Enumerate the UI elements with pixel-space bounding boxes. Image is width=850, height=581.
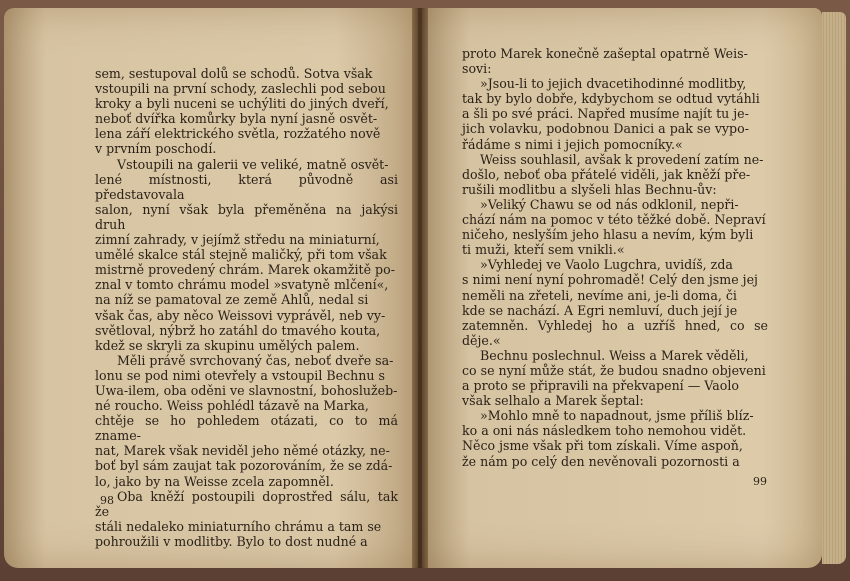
right-page-text <box>462 46 768 469</box>
paragraph: »Vyhledej ve Vaolo Lugchra, uvidíš, zda s nimi není nyní pohromadě! Celý den jsme jej neměli na zřeteli, nevíme ani, je-li doma, či kde se nachází. A Egri nemluví, duch její je zatemněn. Vyhledej ho a uzříš hned, co se děje.« <box>462 257 768 348</box>
left-page-text <box>95 66 398 549</box>
book-gutter <box>412 8 428 568</box>
paragraph: »Veliký Chawu se od nás odklonil, nepři- chází nám na pomoc v této těžké době. Nepraví ničeho, neslyším jeho hlasu a nevím, kým byli ti muži, kteří sem vnikli.« <box>462 196 766 258</box>
paragraph: Měli právě svrchovaný čas, neboť dveře sa- lonu se pod nimi otevřely a vstoupil Bechnu s Uwa-ilem, oba oděni ve slavnostní, bohoslužeb- né roucho. Weiss pohlédl tázavě na Marka, chtěje se ho pohledem otázati, co to má zname- nat, Marek však neviděl jeho němé otázky, ne- boť byl sám zaujat tak pozorováním, že se zdá- lo, jako by na Weisse zcela zapomněl. <box>95 352 398 489</box>
paragraph: Weiss souhlasil, avšak k provedení zatím ne- došlo, neboť oba přátelé viděli, jak kněží pře- rušili modlitbu a slyšeli hlas Bechnu-ův: <box>462 151 764 197</box>
paragraph: »Jsou-li to jejich dvacetihodinné modlitby, tak by bylo dobře, kdybychom se odtud vytáhli a šli po své práci. Napřed musíme najít tu je- jich volavku, podobnou Danici a pak se vypo- řádáme s nimi i jejich pomocníky.« <box>462 76 760 152</box>
page-edges <box>822 12 846 564</box>
paragraph: »Mohlo mně to napadnout, jsme příliš blíz- ko a oni nás následkem toho nemohou vidět. Něco jsme však při tom získali. Víme aspoň, že nám po celý den nevěnovali pozornosti a <box>462 408 754 469</box>
paragraph: Bechnu poslechnul. Weiss a Marek věděli, co se nyní může stát, že budou snadno objeveni a proto se připravili na překvapení — Vaolo však selhalo a Marek šeptal: <box>462 347 766 409</box>
paragraph: Oba kněží postoupili doprostřed sálu, tak že stáli nedaleko miniaturního chrámu a tam se pohroužili v modlitby. Bylo to dost nudné a <box>95 488 398 549</box>
paragraph: proto Marek konečně zašeptal opatrně Weis- sovi: <box>462 46 748 77</box>
paragraph: Vstoupili na galerii ve veliké, matně osvět- lené místnosti, která původně asi představovala salon, nyní však byla přeměněna na jakýsi druh zimní zahrady, v jejímž středu na miniaturní, umělé skalce stál stejně maličký, při tom však mistrně provedený chrám. Marek okamžitě po- znal v tomto chrámu model »svatyně mlčení«, na níž se pamatoval ze země Ahlů, nedal si však čas, aby něco Weissovi vyprávěl, neb vy- světloval, nýbrž ho zatáhl do tmavého kouta, kdež se skryli za skupinu umělých palem. <box>95 156 398 353</box>
page-number: 98 <box>100 494 114 507</box>
page-number: 99 <box>753 475 767 488</box>
paragraph: sem, sestupoval dolů se schodů. Sotva však vstoupili na první schody, zaslechli pod sebou kroky a byli nuceni se uchýliti do jiných dveří, neboť dvířka komůrky byla nyní jasně osvět- lena září elektrického světla, rozžatého nově v prvním poschodí. <box>95 66 389 157</box>
